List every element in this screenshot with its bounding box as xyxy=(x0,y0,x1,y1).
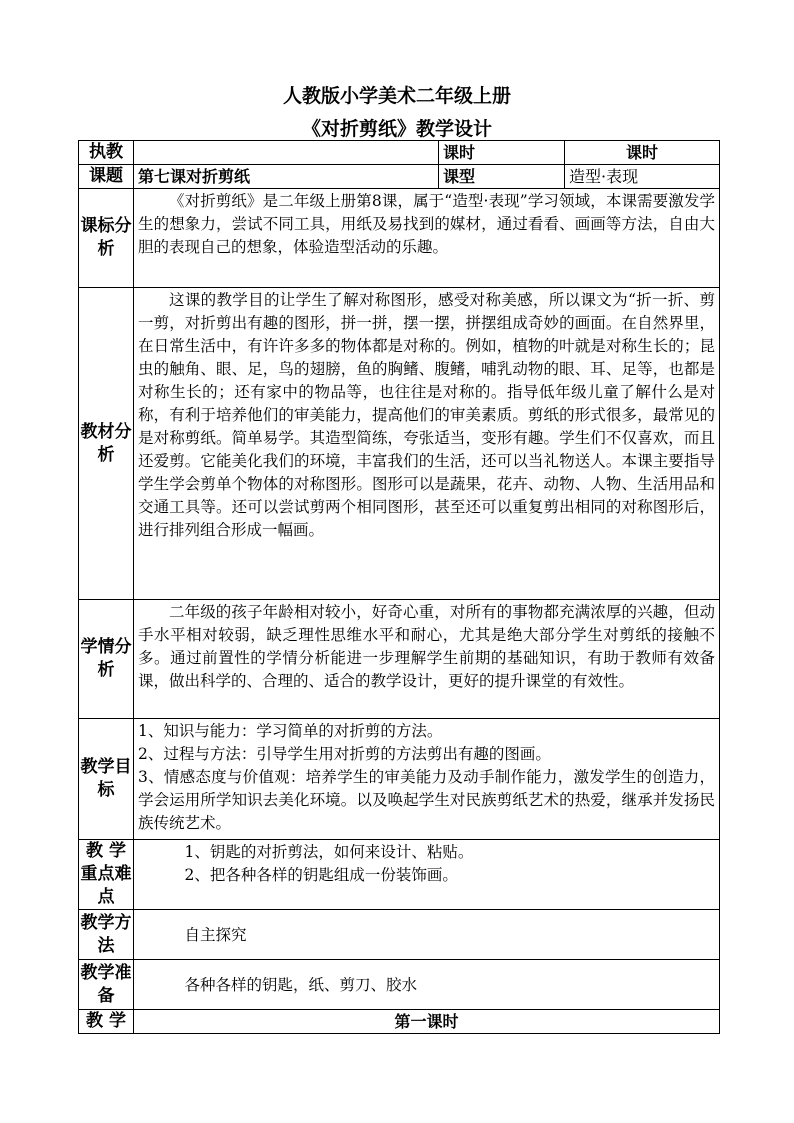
prep-text: 各种各样的钥匙，纸、剪刀、胶水 xyxy=(184,975,418,994)
label-topic: 课题 xyxy=(79,165,134,189)
row-process xyxy=(79,1010,720,1034)
label-material: 教材分析 xyxy=(79,288,134,600)
document-subtitle: 《对折剪纸》教学设计 xyxy=(301,118,492,140)
keypoint-item: 2、把各种各样的钥匙组成一份装饰画。 xyxy=(184,866,458,884)
lesson-plan-table xyxy=(78,140,720,1034)
keypoint-item: 1、钥匙的对折剪法，如何来设计、粘贴。 xyxy=(184,843,474,861)
row-topic xyxy=(79,165,720,189)
label-keypoints: 教 学重点难点 xyxy=(79,840,134,910)
row-keypoints xyxy=(79,840,720,910)
row-prep xyxy=(79,960,720,1010)
goal-item: 3、情感态度与价值观：培养学生的审美能力及动手制作能力，激发学生的创造力，学会运用所学知识去美化环境。以及唤起学生对民族剪纸艺术的热爱，继承并发扬民族传统艺术。 xyxy=(138,768,715,832)
label-lesson-type: 课型 xyxy=(439,165,565,189)
goal-item: 1、知识与能力：学习简单的对折剪的方法。 xyxy=(138,722,443,740)
goal-item: 2、过程与方法：引导学生用对折剪的方法剪出有趣的图画。 xyxy=(138,745,551,763)
label-teacher: 执教 xyxy=(79,141,134,165)
teacher-value[interactable] xyxy=(134,141,439,165)
label-goals: 教学目标 xyxy=(79,719,134,840)
label-process: 教 学 xyxy=(79,1010,134,1034)
row-teacher xyxy=(79,141,720,165)
learner-text: 二年级的孩子年龄相对较小，好奇心重，对所有的事物都充满浓厚的兴趣，但动手水平相对较弱，缺乏理性思维水平和耐心，尤其是绝大部分学生对剪纸的接触不多。通过前置性的学情分析能进一步理解学生前期的基础知识，有助于教师有效备课，做出科学的、合理的、适合的教学设计，更好的提升课堂的有效性。 xyxy=(138,603,715,690)
row-learner xyxy=(79,600,720,719)
row-curriculum xyxy=(79,189,720,288)
header-period: 课时 xyxy=(439,141,565,165)
label-learner: 学情分析 xyxy=(79,600,134,719)
row-goals xyxy=(79,719,720,840)
lesson-type-value: 造型·表现 xyxy=(565,165,720,189)
material-text: 这课的教学目的让学生了解对称图形，感受对称美感，所以课文为“折一折、剪一剪，对折剪出有趣的图形，拼一拼，摆一摆，拼摆组成奇妙的画面。在自然界里，在日常生活中，有许许多多的物体都是对称的。例如，植物的叶就是对称生长的；昆虫的触角、眼、足，鸟的翅膀，鱼的胸鳍、腹鳍，哺乳动物的眼、耳、足等，也都是对称生长的；还有家中的物品等，也往往是对称的。指导低年级儿童了解什么是对称，有利于培养他们的审美能力，提高他们的审美素质。剪纸的形式很多，最常见的是对称剪纸。简单易学。其造型简练，夸张适当，变形有趣。学生们不仅喜欢，而且还爱剪。它能美化我们的环境，丰富我们的生活，还可以当礼物送人。本课主要指导学生学会剪单个物体的对称图形。图形可以是蔬果，花卉、动物、人物、生活用品和交通工具等。还可以尝试剪两个相同图形，甚至还可以重复剪出相同的对称图形后，进行排列组合形成一幅画。 xyxy=(138,291,715,539)
label-prep: 教学准备 xyxy=(79,960,134,1010)
document-title: 人教版小学美术二年级上册 xyxy=(282,85,511,107)
method-text: 自主探究 xyxy=(184,925,247,944)
lesson-title: 第七课对折剪纸 xyxy=(134,165,439,189)
process-period: 第一课时 xyxy=(134,1010,720,1034)
label-curriculum: 课标分析 xyxy=(79,189,134,288)
label-method: 教学方法 xyxy=(79,910,134,960)
curriculum-text: 《对折剪纸》是二年级上册第8课，属于“造型·表现”学习领域，本课需要激发学生的想象力，尝试不同工具，用纸及易找到的媒材，通过看看、画画等方法，自由大胆的表现自己的想象，体验造型活动的乐趣。 xyxy=(138,192,715,256)
row-material xyxy=(79,288,720,600)
row-method xyxy=(79,910,720,960)
header-period-2: 课时 xyxy=(565,141,720,165)
